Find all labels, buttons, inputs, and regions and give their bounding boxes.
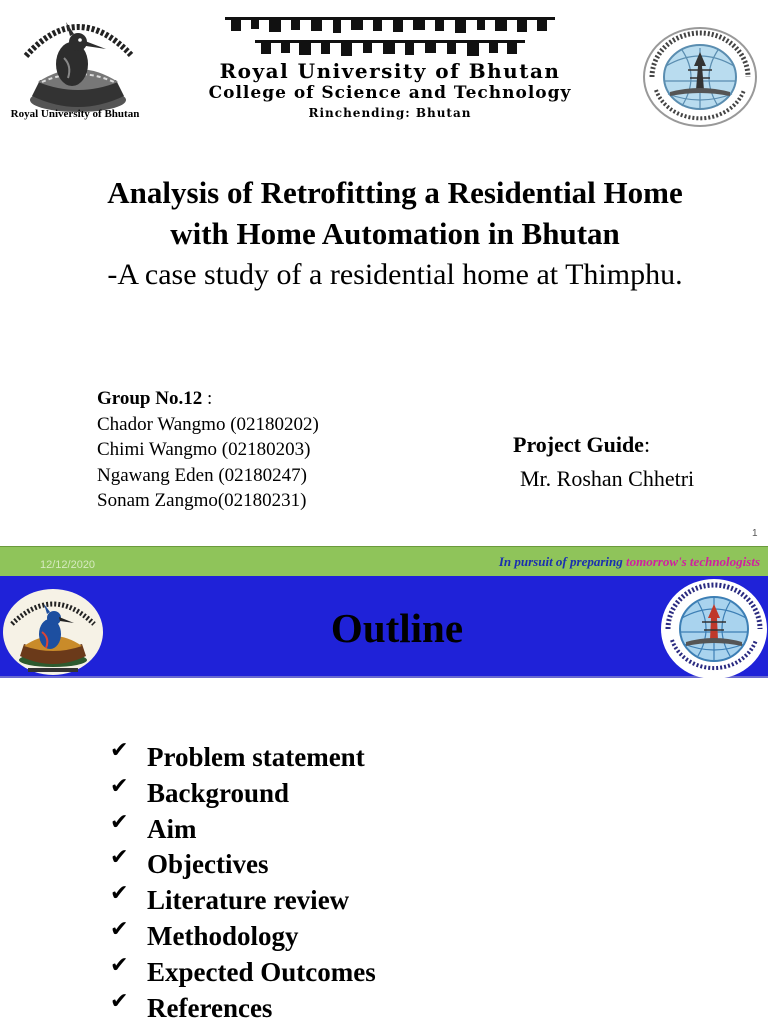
tagline	[499, 554, 760, 570]
group-separator: :	[202, 388, 213, 409]
outline-list	[110, 738, 376, 1024]
checkmark-icon: ✔	[110, 738, 129, 763]
outline-item: References	[147, 992, 273, 1023]
guide-separator: :	[643, 432, 651, 457]
list-item	[110, 953, 376, 989]
outline-item: Literature review	[147, 885, 350, 916]
list-item	[110, 845, 376, 881]
title-band	[0, 576, 768, 678]
checkmark-icon: ✔	[110, 809, 129, 835]
university-name: Royal University of Bhutan	[219, 59, 561, 83]
dzongkha-script-line	[225, 14, 555, 34]
list-item	[110, 989, 376, 1024]
title-line: Analysis of Retrofitting a Residential Home	[107, 175, 683, 210]
outline-item: Methodology	[147, 920, 299, 951]
project-guide	[513, 428, 694, 496]
college-location: Rinchending: Bhutan	[308, 106, 472, 120]
guide-name: Mr. Roshan Chhetri	[520, 466, 695, 491]
outline-item: Problem statement	[147, 742, 365, 772]
college-seal-icon	[660, 578, 768, 680]
title-line: with Home Automation in Bhutan	[170, 216, 620, 251]
page-number: 1	[752, 528, 758, 539]
member-name: Sonam Zangmo(02180231)	[97, 490, 307, 511]
member-name: Chimi Wangmo (02180203)	[97, 439, 311, 460]
outline-item: Objectives	[147, 849, 269, 880]
outline-item: Aim	[147, 813, 197, 844]
list-item	[110, 881, 376, 917]
checkmark-icon: ✔	[110, 988, 129, 1014]
group-label: Group No.12	[97, 388, 203, 409]
checkmark-icon: ✔	[110, 845, 129, 871]
institution-header	[190, 14, 590, 122]
checkmark-icon: ✔	[110, 881, 129, 907]
tagline-part: In pursuit of preparing	[498, 554, 626, 569]
college-name: College of Science and Technology	[208, 83, 572, 103]
group-heading	[97, 386, 319, 412]
tagline-highlight: tomorrow's technologists	[626, 554, 760, 569]
group-members	[97, 386, 319, 514]
list-item	[110, 774, 376, 810]
outline-slide	[0, 546, 768, 1024]
member-name: Chador Wangmo (02180202)	[97, 413, 319, 435]
list-item	[110, 738, 376, 774]
slide-title: Outline	[330, 605, 464, 651]
member-name: Ngawang Eden (02180247)	[97, 464, 308, 486]
presentation-title	[30, 172, 760, 254]
outline-item: Background	[147, 777, 290, 808]
checkmark-icon: ✔	[110, 952, 129, 978]
presentation-subtitle: -A case study of a residential home at Thimphu.	[107, 258, 683, 291]
outline-item: Expected Outcomes	[147, 956, 376, 987]
list-item	[110, 810, 376, 846]
guide-heading	[513, 428, 694, 462]
list-item	[110, 917, 376, 953]
slide-date: 12/12/2020	[40, 559, 96, 571]
guide-label: Project Guide	[513, 432, 644, 457]
top-banner	[0, 546, 768, 576]
dzongkha-script-line	[255, 37, 525, 57]
logo-caption: Royal University of Bhutan	[10, 108, 140, 120]
college-seal-icon	[642, 26, 758, 128]
checkmark-icon: ✔	[110, 773, 129, 799]
checkmark-icon: ✔	[110, 916, 129, 942]
